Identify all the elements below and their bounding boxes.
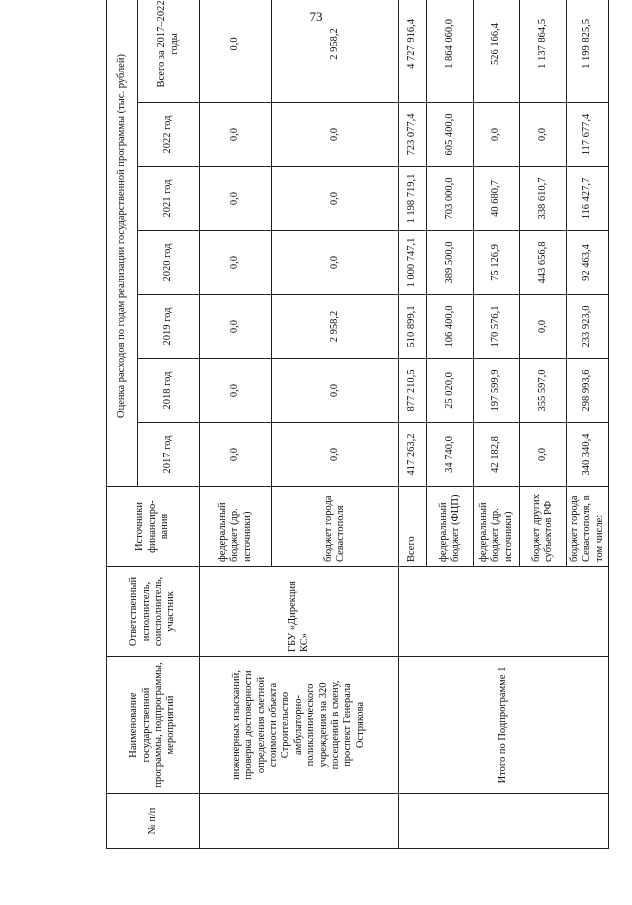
page-number: 73 (309, 9, 323, 24)
cell-source: бюджет города Севастополя (272, 487, 399, 567)
cell-value: 443 656,8 (520, 231, 567, 295)
cell-value: 0,0 (200, 167, 272, 231)
header-year: 2020 год (138, 231, 200, 295)
cell-value: 92 463,4 (567, 231, 609, 295)
cell-value: 1 198 719,1 (399, 167, 427, 231)
cell-value: 106 400,0 (427, 295, 474, 359)
cell-value: 0,0 (520, 103, 567, 167)
cell-value: 0,0 (272, 231, 399, 295)
cell-source: федеральный бюджет (др. источники) (474, 487, 520, 567)
cell-value: 40 680,7 (474, 167, 520, 231)
cell-value: 0,0 (272, 423, 399, 487)
table-row (399, 0, 427, 849)
header-year: 2022 год (138, 103, 200, 167)
cell-value: 0,0 (200, 231, 272, 295)
cell-value: 197 599,9 (474, 359, 520, 423)
header-year: 2018 год (138, 359, 200, 423)
cell-source: бюджет других субъектов РФ (520, 487, 567, 567)
cell-value: 703 000,0 (427, 167, 474, 231)
cell-value: 233 923,0 (567, 295, 609, 359)
cell-num (200, 794, 399, 849)
cell-value: 0,0 (520, 423, 567, 487)
cell-value: 0,0 (272, 167, 399, 231)
cell-value: 0,0 (200, 423, 272, 487)
header-estimate: Оценка расходов по годам реализации государственной программы (тыс. рублей) (107, 0, 138, 487)
cell-name: инженерных изысканий, проверка достоверности определения сметной стоимости объекта Строительство амбулаторно-поликлинического учреждения на 320 посещений в смену, проспект Генерала Острякова (200, 657, 399, 794)
header-total: Всего за 2017–2022 годы (138, 0, 200, 103)
cell-value: 116 427,7 (567, 167, 609, 231)
cell-value: 605 400,0 (427, 103, 474, 167)
cell-total: 1 199 825,5 (567, 0, 609, 103)
cell-value: 0,0 (200, 295, 272, 359)
cell-total: 1 864 060,0 (427, 0, 474, 103)
cell-value: 389 500,0 (427, 231, 474, 295)
cell-value: 0,0 (200, 359, 272, 423)
cell-total: 1 137 864,5 (520, 0, 567, 103)
header-year: 2021 год (138, 167, 200, 231)
header-executor: Ответственный исполнитель, соисполнитель, участник (107, 567, 200, 657)
cell-source: федеральный бюджет (ФЦП) (427, 487, 474, 567)
cell-value: 510 899,1 (399, 295, 427, 359)
header-name: Наименование государственной программы, подпрограммы, мероприятий (107, 657, 200, 794)
cell-total: 0,0 (200, 0, 272, 103)
cell-value: 417 263,2 (399, 423, 427, 487)
cell-value: 170 576,1 (474, 295, 520, 359)
cell-value: 34 740,0 (427, 423, 474, 487)
header-year: 2017 год (138, 423, 200, 487)
cell-value: 0,0 (272, 359, 399, 423)
header-year: 2019 год (138, 295, 200, 359)
cell-source: бюджет города Севастополя, в том числе: (567, 487, 609, 567)
cell-total: 2 958,2 (272, 0, 399, 103)
cell-value: 338 610,7 (520, 167, 567, 231)
cell-executor (399, 567, 609, 657)
financing-table (106, 0, 609, 849)
cell-source: Всего (399, 487, 427, 567)
cell-total: 4 727 916,4 (399, 0, 427, 103)
table-row (200, 0, 272, 849)
cell-value: 340 340,4 (567, 423, 609, 487)
cell-value: 1 000 747,1 (399, 231, 427, 295)
header-source: Источники финансиро-вания (107, 487, 200, 567)
cell-executor: ГБУ «Дирекция КС» (200, 567, 399, 657)
cell-value: 2 958,2 (272, 295, 399, 359)
cell-value: 298 993,6 (567, 359, 609, 423)
cell-value: 877 210,5 (399, 359, 427, 423)
cell-value: 0,0 (272, 103, 399, 167)
cell-value: 75 126,9 (474, 231, 520, 295)
cell-value: 42 182,8 (474, 423, 520, 487)
cell-value: 0,0 (520, 295, 567, 359)
cell-value: 0,0 (200, 103, 272, 167)
cell-value: 0,0 (474, 103, 520, 167)
cell-value: 117 677,4 (567, 103, 609, 167)
header-num: № п/п (107, 794, 200, 849)
cell-value: 355 597,0 (520, 359, 567, 423)
cell-source: федеральный бюджет (др. источники) (200, 487, 272, 567)
cell-num (399, 794, 609, 849)
cell-value: 25 020,0 (427, 359, 474, 423)
cell-total: 526 166,4 (474, 0, 520, 103)
cell-name: Итого по Подпрограмме 1 (399, 657, 609, 794)
cell-value: 723 077,4 (399, 103, 427, 167)
